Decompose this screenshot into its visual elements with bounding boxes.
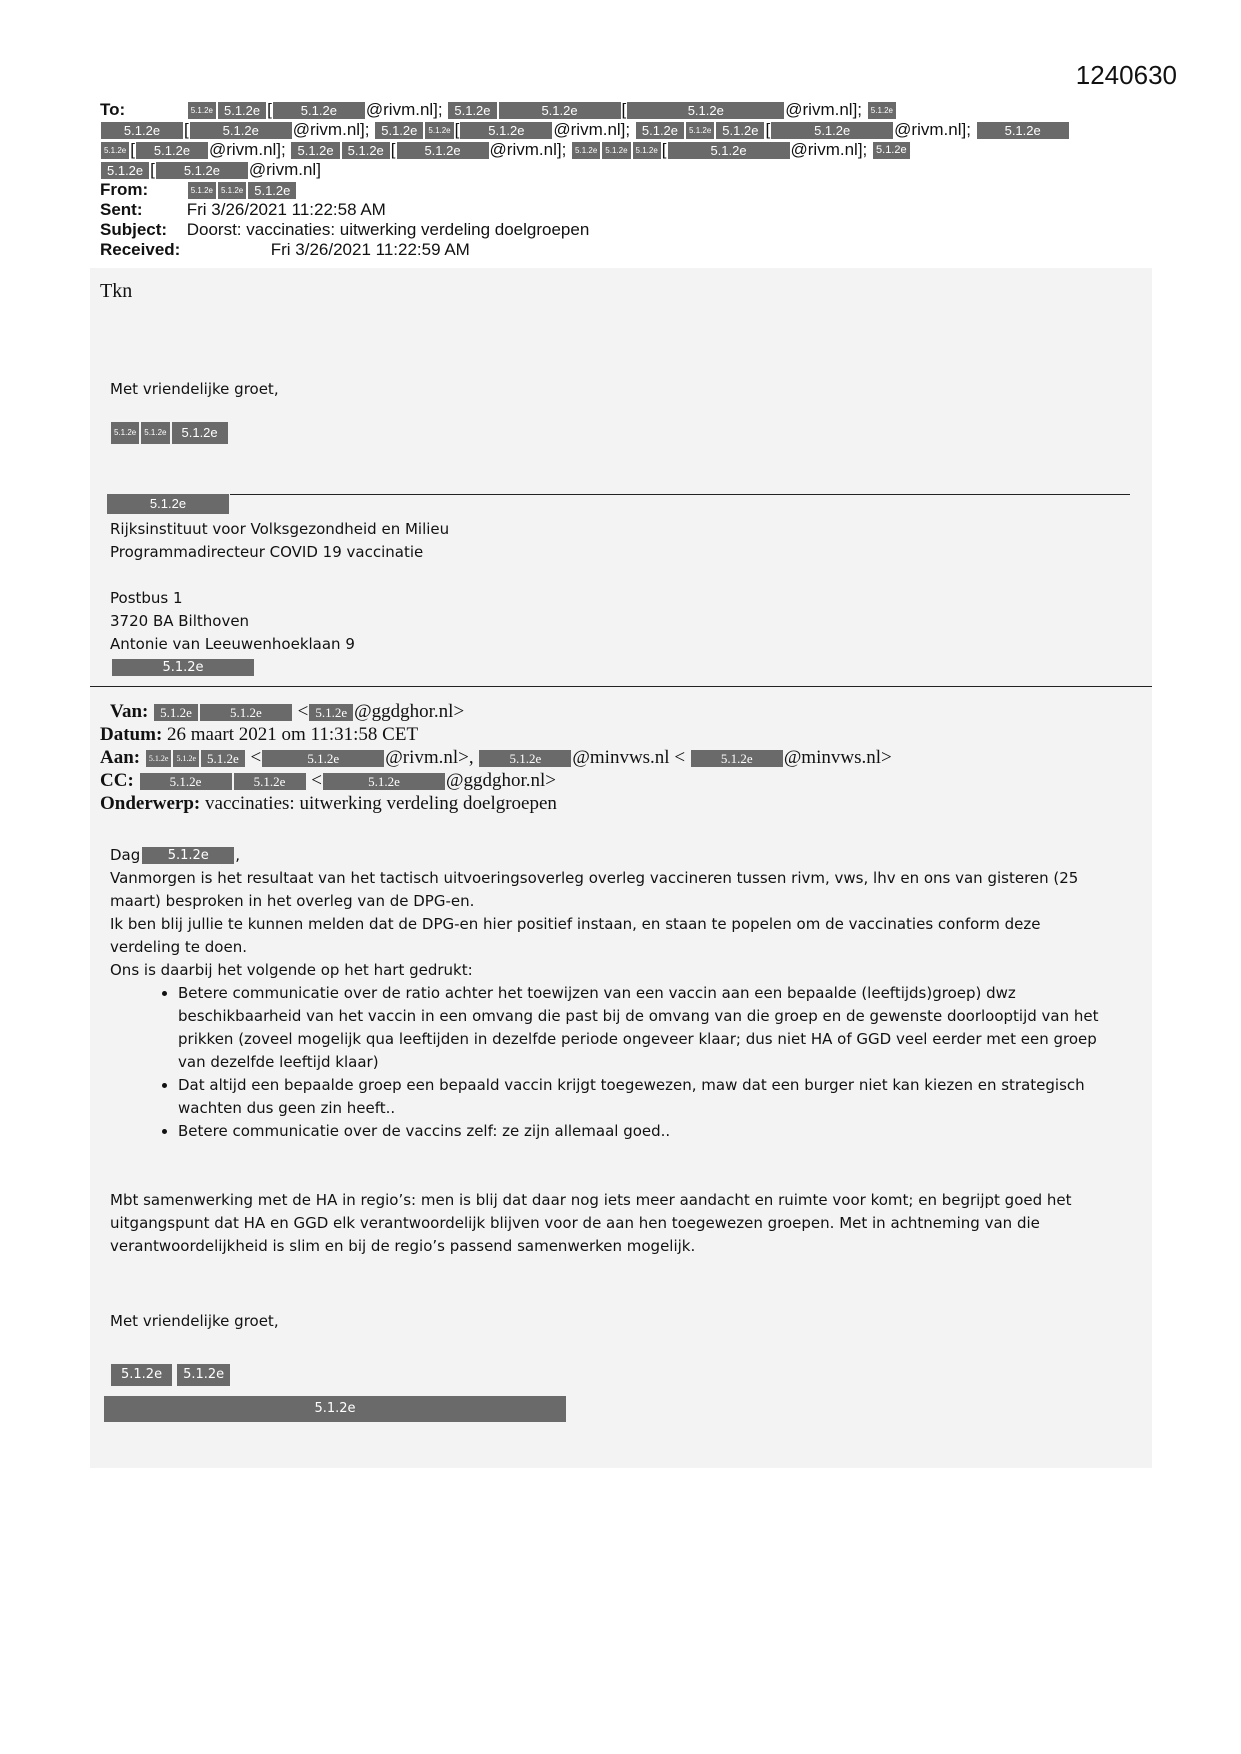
aan-label: Aan: [100,747,141,768]
redaction: 5.1.2e [342,142,390,159]
lt: < [297,701,309,722]
lt: < [250,747,262,768]
to-line [100,140,1100,160]
redaction: 5.1.2e [262,750,384,767]
rivm-domain: @rivm.nl]; [785,100,863,119]
received-label: Received: [100,240,181,259]
aan-minvws: @minvws.nl < [572,747,686,768]
redaction: 5.1.2e [499,102,621,119]
aan-rivm: @rivm.nl>, [385,747,474,768]
onderwerp-value: vaccinaties: uitwerking verdeling doelgroepen [205,793,557,814]
signature-postcode: 3720 BA Bilthoven [110,612,250,630]
signature-block [110,518,449,679]
redaction: 5.1.2e [397,142,489,159]
redaction: 5.1.2e [771,122,893,139]
text-line: wachten dus geen zin heeft.. [178,1099,396,1117]
redaction: 5.1.2e [425,122,453,139]
van-label: Van: [110,701,149,722]
closing-signature [110,1363,1140,1386]
received-line [100,240,1100,260]
forwarded-body [110,844,1140,1422]
rivm-domain: @rivm.nl]; [365,100,443,119]
paragraph [110,1189,1140,1258]
redaction: 5.1.2e [190,122,292,139]
to-line [100,100,1100,120]
bracket: [ [267,100,272,119]
redaction: 5.1.2e [154,704,198,721]
subject-line [100,220,1100,240]
email-header [100,100,1100,260]
redaction: 5.1.2e [142,847,234,864]
signature-street: Antonie van Leeuwenhoeklaan 9 [110,635,355,653]
bracket: [ [454,120,460,139]
signature-postbus: Postbus 1 [110,589,183,607]
redaction: 5.1.2e [177,1364,230,1386]
redaction: 5.1.2e [101,122,183,139]
redaction: 5.1.2e [627,102,784,119]
redaction: 5.1.2e [101,162,149,179]
sent-line [100,200,1100,220]
bullet-item [178,982,1140,1074]
datum-label: Datum: [100,724,163,745]
divider [90,686,1152,687]
text-line: Betere communicatie over de ratio achter het toewijzen van een vaccin aan een bepaalde (leeftijds)groep) dwz [178,984,1016,1002]
aan-line [100,746,892,769]
redaction: 5.1.2e [101,142,129,159]
text-line: Vanmorgen is het resultaat van het tactisch uitvoeringsoverleg overleg vaccineren tussen rivm, vws, lhv en ons van gisteren (25 [110,869,1079,887]
subject-label: Subject: [100,220,168,239]
from-line [100,180,1100,200]
redaction: 5.1.2e [112,659,254,676]
datum-value: 26 maart 2021 om 11:31:58 CET [167,724,419,745]
cc-domain: @ggdghor.nl> [446,770,557,791]
redaction: 5.1.2e [460,122,552,139]
redaction: 5.1.2e [188,102,216,119]
redaction: 5.1.2e [248,182,296,199]
sent-value: Fri 3/26/2021 11:22:58 AM [186,200,386,219]
redaction: 5.1.2e [572,142,600,159]
sender-signature-name [110,422,229,444]
rivm-domain: @rivm.nl]; [208,140,286,159]
redaction: 5.1.2e [873,142,910,159]
text-line: maart) besproken in het overleg van de DPG-en. [110,892,475,910]
bracket: [ [390,140,396,159]
bullet-item [178,1074,1140,1120]
redaction: 5.1.2e [633,142,661,159]
text-line: Dat altijd een bepaalde groep een bepaald vaccin krijgt toegewezen, maw dat een burger niet kan kiezen en strategisch [178,1076,1085,1094]
signature-rule [230,494,1130,495]
rivm-domain: @rivm.nl]; [553,120,631,139]
redaction: 5.1.2e [136,142,208,159]
salutation: Dag 5.1.2e , [110,846,241,864]
tkn-text: Tkn [100,280,133,302]
redaction: 5.1.2e [201,750,245,767]
text-line: beschikbaarheid van het vaccin in een omvang die past bij de omvang van die groep en de gewenste doorlooptijd van het [178,1007,1099,1025]
text-line: verdeling te doen. [110,938,247,956]
to-label: To: [100,100,126,119]
bullet-list [110,982,1140,1143]
rivm-domain: @rivm.nl]; [790,140,868,159]
redaction: 5.1.2e [156,162,248,179]
redaction: 5.1.2e [716,122,764,139]
redaction: 5.1.2e [479,750,571,767]
redaction: 5.1.2e [977,122,1069,139]
bracket: [ [765,120,771,139]
onderwerp-line [100,792,892,815]
redaction: 5.1.2e [200,704,292,721]
text-line: verantwoordelijkheid is slim en bij de regio’s passend samenwerken mogelijk. [110,1237,696,1255]
greeting: Met vriendelijke groet, [110,380,279,398]
redaction: 5.1.2e [668,142,790,159]
redaction: 5.1.2e [686,122,714,139]
cc-line [100,769,892,792]
redaction: 5.1.2e [448,102,496,119]
text-line: Ik ben blij jullie te kunnen melden dat de DPG-en hier positief instaan, en staan te popelen om de vaccinaties conform deze [110,915,1041,933]
rivm-domain: @rivm.nl]; [489,140,567,159]
redaction: 5.1.2e [218,102,266,119]
bracket: [ [621,100,627,119]
signature-role: Programmadirecteur COVID 19 vaccinatie [110,543,424,561]
redaction: 5.1.2e [141,422,169,444]
signature-phone [110,656,449,679]
dag-text: Dag [110,846,141,864]
rivm-domain: @rivm.nl] [248,160,321,179]
signature-title [106,494,230,514]
closing-signature-title [110,1396,1140,1422]
to-line [100,160,1100,180]
redaction: 5.1.2e [868,102,896,119]
cc-label: CC: [100,770,134,791]
lt: < [311,770,322,791]
signature-org: Rijksinstituut voor Volksgezondheid en Milieu [110,520,450,538]
redaction: 5.1.2e [218,182,246,199]
greeting: Met vriendelijke groet, [110,1312,279,1330]
van-domain: @ggdghor.nl> [354,701,465,722]
redaction: 5.1.2e [140,773,232,790]
text-line: Ons is daarbij het volgende op het hart gedrukt: [110,961,473,979]
redaction: 5.1.2e [188,182,216,199]
van-line [100,700,892,723]
redaction: 5.1.2e [173,750,199,767]
rivm-domain: @rivm.nl]; [292,120,370,139]
text-line: prikken (zoveel mogelijk qua leeftijden in dezelfde periode ongeveer klaar; dus niet HA of GGD veel eerder met een groep [178,1030,1097,1048]
redaction: 5.1.2e [323,773,445,790]
bullet-item [178,1120,1140,1143]
bracket: [ [184,120,189,139]
redaction: 5.1.2e [602,142,630,159]
redaction: 5.1.2e [309,704,353,721]
redaction: 5.1.2e [273,102,365,119]
from-label: From: [100,180,149,199]
text-line: van dezelfde leeftijd klaar) [178,1053,379,1071]
subject-value: Doorst: vaccinaties: uitwerking verdeling doelgroepen [186,220,590,239]
text-line: Mbt samenwerking met de HA in regio’s: men is blij dat daar nog iets meer aandacht en ruimte voor komt; en begrijpt goed het [110,1191,1072,1209]
redaction: 5.1.2e [146,750,172,767]
datum-line [100,723,892,746]
document-number: 1240630 [1075,60,1177,90]
redaction: 5.1.2e [375,122,423,139]
redaction: 5.1.2e [172,422,228,444]
redaction: 5.1.2e [107,494,229,514]
paragraph [110,867,1140,982]
forwarded-header [100,700,892,815]
bracket: [ [150,160,155,179]
text-line: uitgangspunt dat HA en GGD elk verantwoordelijk blijven voor de aan hen toegewezen groepen. Met in achtneming van die [110,1214,1040,1232]
redaction: 5.1.2e [636,122,684,139]
redaction: 5.1.2e [291,142,339,159]
redaction: 5.1.2e [111,1364,172,1386]
onderwerp-label: Onderwerp: [100,793,201,814]
bracket: [ [661,140,667,159]
rivm-domain: @rivm.nl]; [894,120,971,139]
redaction: 5.1.2e [234,773,306,790]
text-line: Betere communicatie over de vaccins zelf: ze zijn allemaal goed.. [178,1122,671,1140]
redaction: 5.1.2e [104,1396,566,1422]
sent-label: Sent: [100,200,143,219]
aan-minvws: @minvws.nl> [783,747,892,768]
to-line [100,120,1100,140]
received-value: Fri 3/26/2021 11:22:59 AM [270,240,470,259]
redaction: 5.1.2e [691,750,783,767]
redaction: 5.1.2e [111,422,139,444]
bracket: [ [130,140,135,159]
